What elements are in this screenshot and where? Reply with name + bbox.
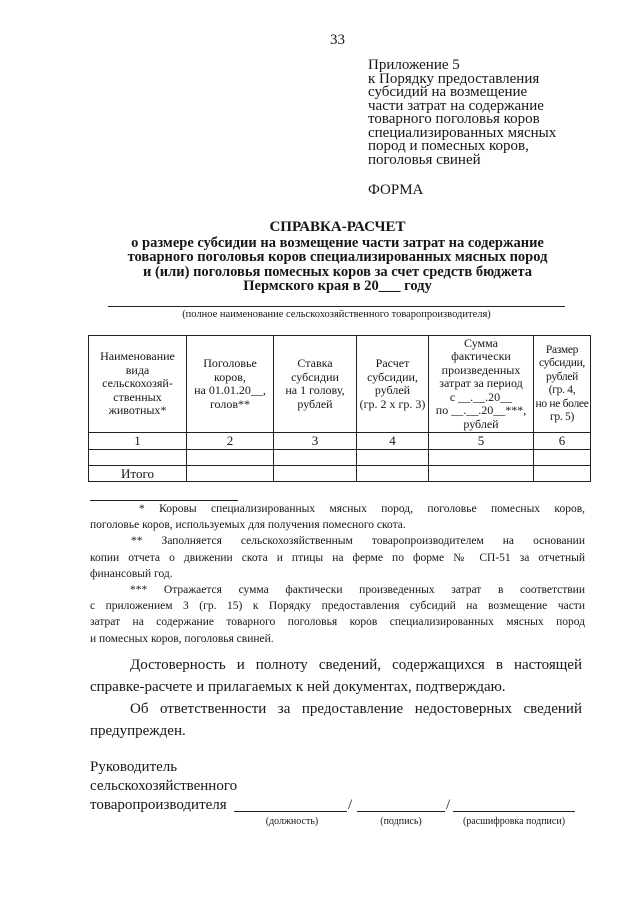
signature-label-line: сельскохозяйственного — [90, 778, 238, 794]
header-line: субсидии — [291, 369, 339, 384]
appendix-line: к Порядку предоставления — [368, 70, 540, 87]
header-line: Расчет — [375, 356, 410, 370]
table-header-row — [89, 336, 591, 433]
footnotes — [90, 501, 585, 647]
signature-caption: (подпись) — [380, 816, 422, 827]
signature-separator: / — [446, 797, 451, 813]
table-cell-empty — [357, 466, 429, 482]
form-label: ФОРМА — [368, 182, 424, 198]
footnote-line: финансовый год. — [90, 567, 173, 580]
footnote-line: и помесных коров, поголовья свиней. — [90, 632, 274, 645]
certification-text — [90, 654, 582, 742]
position-field — [234, 799, 347, 812]
signature-field — [357, 799, 445, 812]
header-line: субсидии, — [539, 357, 585, 369]
appendix-line: специализированных мясных — [368, 124, 557, 141]
appendix-line: субсидий на возмещение — [368, 84, 528, 100]
table-cell-empty — [429, 466, 534, 482]
header-line: вида — [125, 362, 150, 377]
table-row-empty — [89, 450, 591, 466]
column-header-actual-costs — [429, 336, 534, 433]
header-line: ственных — [113, 389, 162, 404]
footnote-line: с приложением 3 (гр. 15) к Порядку предоставления субсидий на возмещение части — [90, 600, 585, 613]
header-line: Сумма — [464, 335, 498, 350]
appendix-line: части затрат на содержание — [368, 97, 544, 114]
column-number: 6 — [534, 433, 591, 450]
position-caption: (должность) — [265, 816, 319, 827]
header-line: (гр. 4, — [548, 384, 576, 396]
footnote-line: затрат на содержание товарного поголовья коров специализированных мясных пород — [90, 616, 585, 629]
header-line: фактически — [451, 349, 511, 364]
footnote-line: поголовье коров, используемых для получения помесного скота. — [90, 519, 406, 532]
certification-line: Об ответственности за предоставление недостоверных сведений — [130, 701, 582, 717]
header-line: Поголовье — [203, 356, 257, 370]
header-line: сельскохозяй- — [102, 376, 173, 391]
document-title: СПРАВКА-РАСЧЕТ — [269, 219, 406, 235]
page-number: 33 — [330, 32, 345, 48]
header-line: по __.__.20__***, — [435, 403, 527, 418]
certification-line: предупрежден. — [90, 723, 186, 739]
table-cell-empty — [274, 466, 357, 482]
total-label: Итого — [89, 466, 187, 482]
header-line: Размер — [545, 343, 579, 356]
header-line: рублей — [374, 383, 411, 397]
appendix-line: Приложение 5 — [368, 57, 460, 73]
footnote-line: копии отчета о движении скота и птицы на ферме по форме № СП-51 за отчетный — [90, 551, 585, 564]
table-cell-empty — [534, 450, 591, 466]
header-line: рублей — [463, 416, 499, 431]
column-header-subsidy-amount — [534, 336, 591, 433]
producer-name-caption: (полное наименование сельскохозяйственного товаропроизводителя) — [182, 309, 491, 320]
column-header-animal-type — [89, 336, 187, 433]
signature-label-line: товаропроизводителя — [90, 797, 227, 813]
table-cell-empty — [274, 450, 357, 466]
footnote-line: ** Заполняется сельскохозяйственным товаропроизводителем на основании — [131, 535, 585, 548]
header-line: с __.__.20__ — [449, 389, 513, 404]
header-line: на 01.01.20__, — [194, 383, 266, 397]
signature-separator: / — [348, 797, 353, 813]
column-number: 5 — [429, 433, 534, 450]
header-line: Наименование — [100, 349, 175, 364]
table-row-total — [89, 466, 591, 482]
header-line: (гр. 2 х гр. 3) — [359, 396, 426, 411]
header-line: голов** — [209, 396, 251, 411]
footnote-line: * Коровы специализированных мясных пород, поголовье помесных коров, — [139, 503, 585, 515]
column-number: 4 — [357, 433, 429, 450]
table-cell-empty — [89, 450, 187, 466]
appendix-block — [368, 59, 608, 167]
header-line: Ставка — [297, 356, 333, 370]
appendix-line: поголовья свиней — [368, 151, 481, 168]
name-decoding-field — [453, 799, 575, 812]
subtitle-line: о размере субсидии на возмещение части затрат на содержание — [131, 235, 544, 251]
header-line: субсидии, — [367, 369, 418, 384]
footnote-line: *** Отражается сумма фактически произведенных затрат в соответствии — [130, 584, 585, 597]
header-line: затрат за период — [439, 376, 523, 391]
name-decoding-caption: (расшифровка подписи) — [462, 816, 566, 827]
column-header-livestock-count — [187, 336, 274, 433]
column-number: 2 — [187, 433, 274, 450]
header-line: животных* — [108, 403, 167, 418]
header-line: но не более — [535, 397, 589, 410]
appendix-line: товарного поголовья коров — [368, 111, 540, 127]
calculation-table — [88, 335, 591, 482]
header-line: рублей — [297, 396, 333, 411]
subtitle-line: и (или) поголовья помесных коров за счет средств бюджета — [142, 263, 533, 280]
header-line: произведенных — [441, 362, 521, 377]
certification-line: Достоверность и полноту сведений, содержащихся в настоящей — [130, 657, 582, 673]
table-cell-empty — [534, 466, 591, 482]
table-cell-empty — [357, 450, 429, 466]
column-number: 1 — [89, 433, 187, 450]
table-cell-empty — [187, 466, 274, 482]
header-line: гр. 5) — [550, 411, 574, 423]
column-number: 3 — [274, 433, 357, 450]
column-header-subsidy-calculation — [357, 336, 429, 433]
document-subtitle — [90, 236, 585, 293]
column-number-row — [89, 433, 591, 450]
producer-name-line — [108, 306, 565, 307]
column-header-subsidy-rate — [274, 336, 357, 433]
subtitle-line: товарного поголовья коров специализированных мясных пород — [127, 249, 548, 266]
signature-label-line: Руководитель — [90, 759, 178, 775]
header-line: рублей — [546, 370, 578, 383]
signature-block — [90, 758, 237, 815]
certification-line: справке-расчете и прилагаемых к ней документах, подтверждаю. — [90, 679, 506, 695]
header-line: на 1 голову, — [285, 383, 345, 397]
table-cell-empty — [429, 450, 534, 466]
subtitle-line: Пермского края в 20___ году — [243, 277, 432, 294]
appendix-line: пород и помесных коров, — [368, 138, 529, 154]
table-cell-empty — [187, 450, 274, 466]
header-line: коров, — [214, 369, 246, 384]
